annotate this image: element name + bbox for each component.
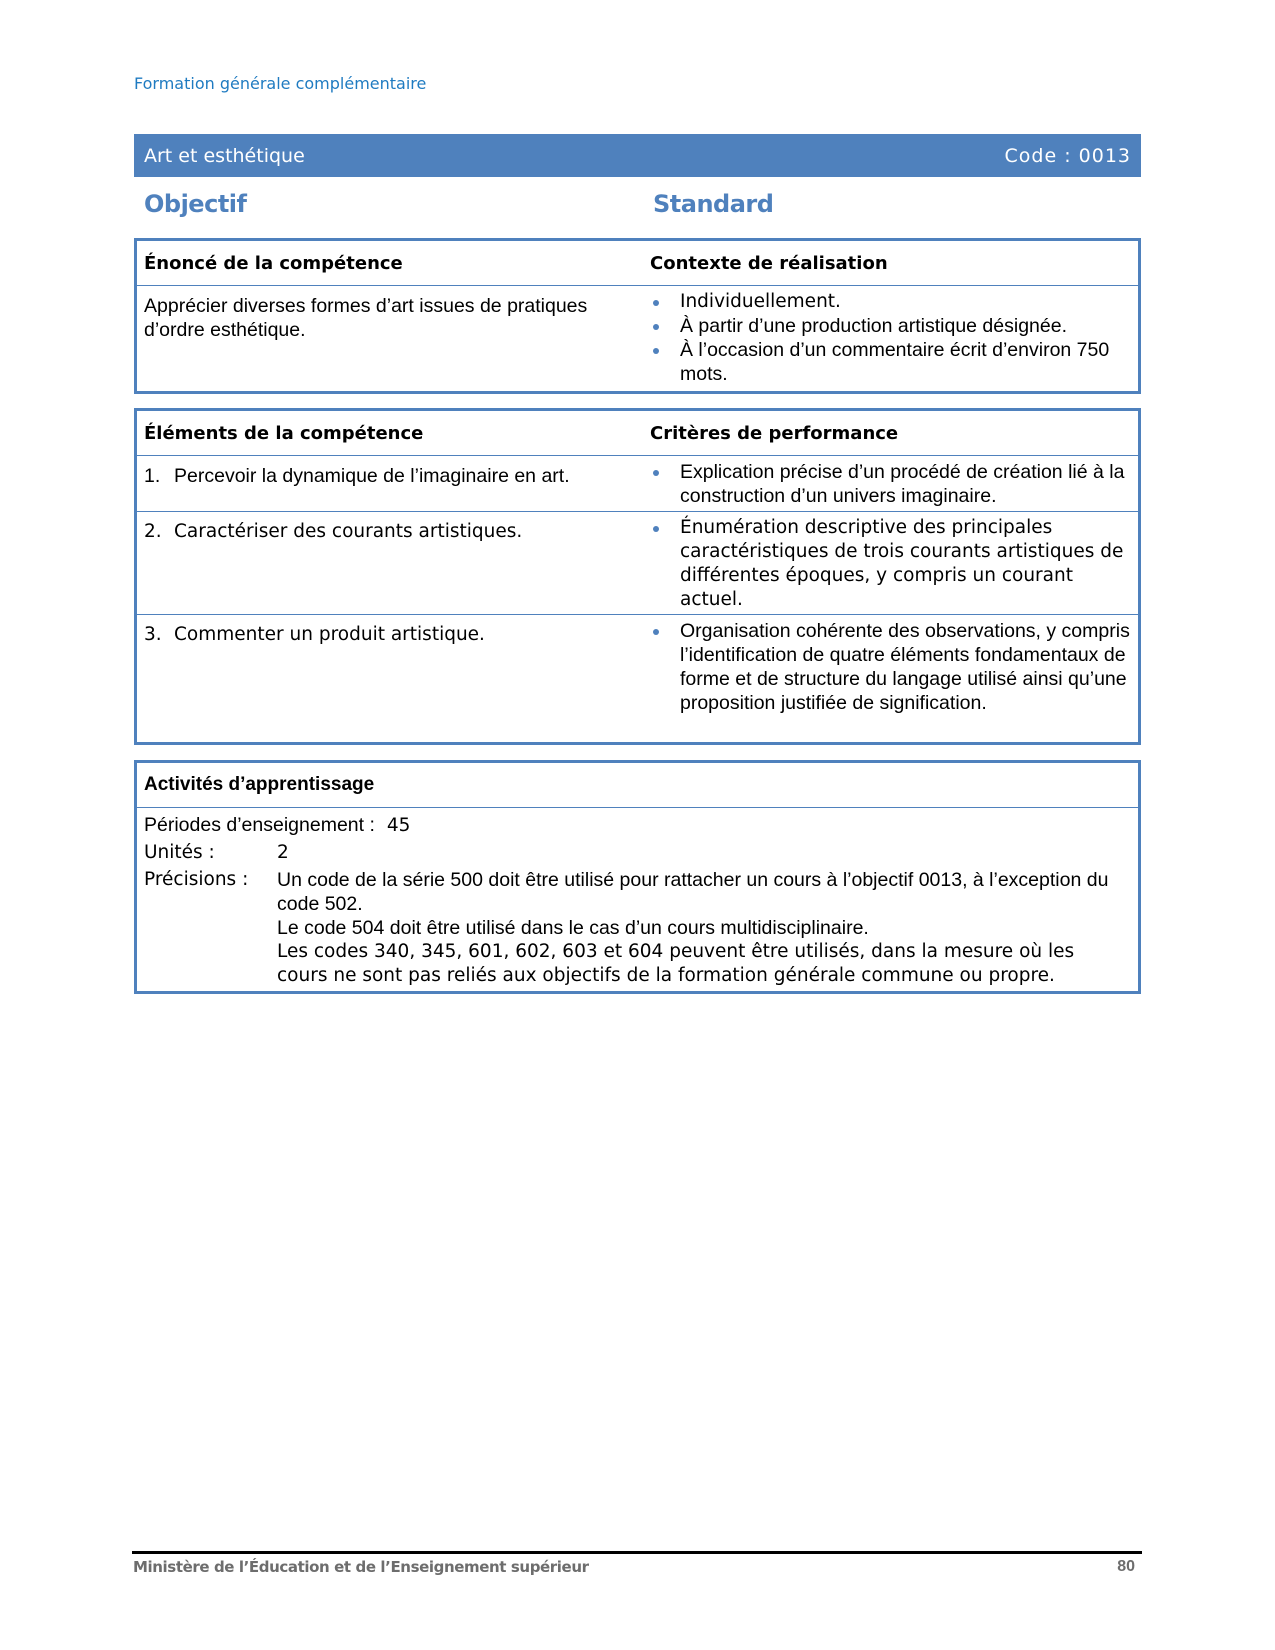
competence-statement: Apprécier diverses formes d’art issues de pratiques d’ordre esthétique. bbox=[144, 295, 588, 341]
periods-value: 45 bbox=[386, 815, 411, 836]
elements-header: Éléments de la compétence bbox=[144, 422, 424, 444]
context-item: À l’occasion d’un commentaire écrit d’environ 750 mots. bbox=[650, 338, 1130, 386]
periods-row bbox=[144, 812, 1130, 839]
context-header: Contexte de réalisation bbox=[650, 252, 888, 274]
criteria-header: Critères de performance bbox=[650, 422, 899, 444]
element-number: 1. bbox=[144, 465, 161, 487]
units-row bbox=[144, 839, 1130, 866]
periods-label: Périodes d’enseignement : bbox=[144, 814, 375, 836]
element-row bbox=[137, 511, 1138, 614]
detail-line: Un code de la série 500 doit être utilisé pour rattacher un cours à l’objectif 0013, à l’exception du code 502. bbox=[277, 869, 1109, 915]
element-row bbox=[137, 614, 1138, 744]
element-text: Commenter un produit artistique. bbox=[174, 624, 485, 645]
context-item: Individuellement. bbox=[650, 290, 1130, 314]
context-item: À partir d’une production artistique désignée. bbox=[650, 314, 1130, 338]
element-number: 2. bbox=[144, 521, 162, 542]
objective-title: Art et esthétique bbox=[144, 144, 305, 167]
detail-line: Le code 504 doit être utilisé dans le cas d’un cours multidisciplinaire. bbox=[277, 917, 869, 939]
activities-body bbox=[137, 807, 1138, 992]
page-number: 80 bbox=[1117, 1558, 1135, 1575]
statement-header: Énoncé de la compétence bbox=[144, 252, 403, 274]
element-text: Percevoir la dynamique de l’imaginaire en art. bbox=[174, 465, 570, 487]
elements-header-row bbox=[137, 411, 1138, 455]
elements-table bbox=[134, 408, 1141, 745]
competence-body-row bbox=[137, 285, 1138, 390]
competence-header-row bbox=[137, 241, 1138, 285]
objective-code: Code : 0013 bbox=[1004, 144, 1131, 167]
detail-line: Les codes 340, 345, 601, 602, 603 et 604 peuvent être utilisés, dans la mesure où les cours ne sont pas reliés aux objectifs de la formation générale commune ou propre. bbox=[277, 941, 1075, 986]
footer-publisher: Ministère de l’Éducation et de l’Enseignement supérieur bbox=[133, 1558, 589, 1576]
footer-divider bbox=[132, 1551, 1142, 1554]
details-label: Précisions : bbox=[144, 869, 249, 890]
element-number: 3. bbox=[144, 624, 162, 645]
running-header: Formation générale complémentaire bbox=[134, 74, 427, 93]
units-label: Unités : bbox=[144, 842, 215, 863]
criterion-item: Organisation cohérente des observations, y compris l’identification de quatre éléments fondamentaux de forme et de structure du langage utilisé ainsi qu’une proposition justifiée de signification. bbox=[650, 619, 1130, 715]
activities-header-row bbox=[137, 763, 1138, 807]
element-text: Caractériser des courants artistiques. bbox=[174, 521, 523, 542]
context-list bbox=[650, 290, 1130, 386]
details-list bbox=[277, 866, 1130, 988]
activities-table bbox=[134, 760, 1141, 994]
criterion-item: Explication précise d’un procédé de création lié à la construction d’un univers imaginaire. bbox=[650, 460, 1130, 508]
details-row bbox=[144, 866, 1130, 988]
objective-title-bar bbox=[134, 134, 1141, 177]
units-value: 2 bbox=[277, 842, 289, 863]
activities-header: Activités d’apprentissage bbox=[144, 774, 375, 795]
competence-table bbox=[134, 238, 1141, 394]
standard-heading: Standard bbox=[653, 190, 774, 218]
objectif-heading: Objectif bbox=[144, 190, 247, 218]
criterion-item: Énumération descriptive des principales caractéristiques de trois courants artistiques de différentes époques, y compris un courant actuel. bbox=[650, 516, 1130, 612]
element-row bbox=[137, 455, 1138, 511]
